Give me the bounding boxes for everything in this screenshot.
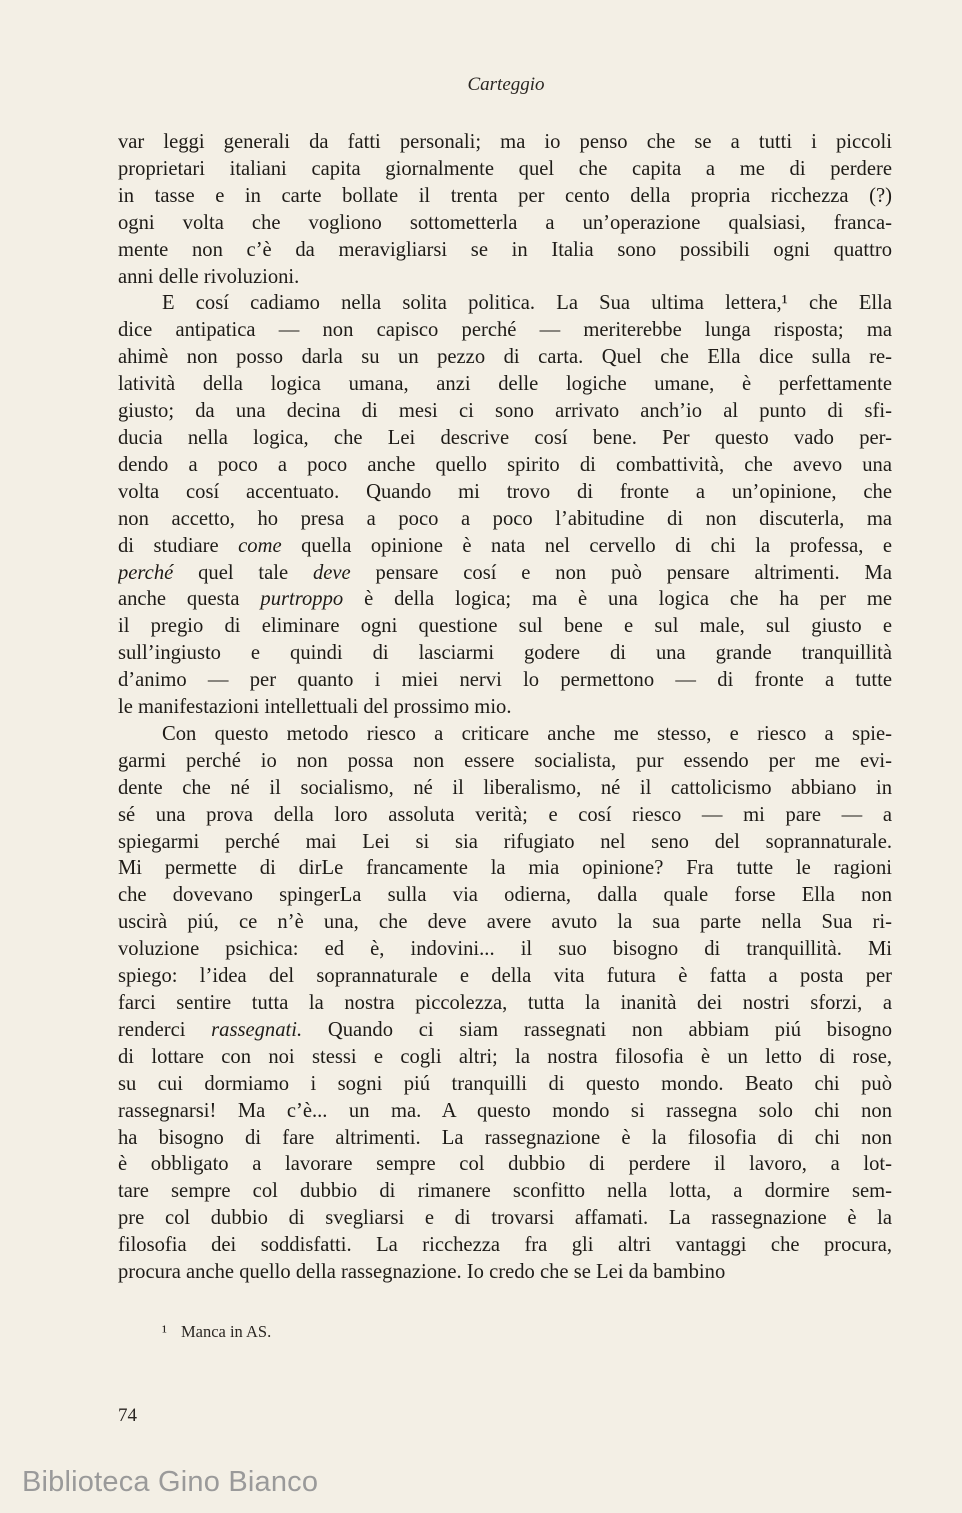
text-line: non accetto, ho presa a poco a poco l’abitudine di non discuterla, ma	[118, 507, 892, 530]
text-line: var leggi generali da fatti personali; ma io penso che se a tutti i piccoli	[118, 131, 892, 153]
text-line: tare sempre col dubbio di rimanere sconfitto nella lotta, a dormire sem-	[118, 1180, 892, 1203]
text-line: d’animo — per quanto i miei nervi lo permettono — di fronte a tutte	[118, 669, 892, 692]
text-line: sé una prova della loro assoluta verità; e cosí riesco — mi pare — a	[118, 803, 892, 826]
text-line: latività della logica umana, anzi delle logiche umane, è perfettamente	[118, 373, 892, 396]
text-line: anche questa purtroppo è della logica; ma è una logica che ha per me	[118, 588, 892, 611]
page-number: 74	[118, 1405, 137, 1426]
text-line: uscirà piú, ce n’è una, che deve avere avuto la sua parte nella Sua ri-	[118, 911, 892, 934]
text-line: che dovevano spingerLa sulla via odierna, dalla quale forse Ella non	[118, 884, 892, 907]
text-line: voluzione psichica: ed è, indovini... il suo bisogno di tranquillità. Mi	[118, 938, 892, 961]
text-line: dendo a poco a poco anche quello spirito di combattività, che avevo una	[118, 453, 892, 476]
text-line: ahimè non posso darla su un pezzo di carta. Quel che Ella dice sulla re-	[118, 346, 892, 369]
text-line: filosofia dei soddisfatti. La ricchezza fra gli altri vantaggi che procura,	[118, 1234, 892, 1257]
text-line: farci sentire tutta la nostra piccolezza, tutta la inanità dei nostri sforzi, a	[118, 992, 892, 1014]
text-line: anni delle rivoluzioni.	[118, 265, 300, 288]
text-line: in tasse e in carte bollate il trenta per cento della propria ricchezza (?)	[118, 184, 892, 207]
text-line: volta cosí accentuato. Quando mi trovo di fronte a un’opinione, che	[118, 480, 892, 503]
running-head: Carteggio	[467, 74, 545, 95]
text-line: ducia nella logica, che Lei descrive cosí bene. Per questo vado per-	[118, 426, 892, 449]
body-text	[118, 129, 892, 1286]
text-line: di lottare con noi stessi e cogli altri; la nostra filosofia è un letto di rose,	[118, 1045, 892, 1068]
text-line: Con questo metodo riesco a criticare anche me stesso, e riesco a spie-	[162, 722, 892, 745]
text-line: dice antipatica — non capisco perché — meriterebbe lunga risposta; ma	[118, 319, 892, 342]
footnote-text: Manca in AS.	[180, 1322, 272, 1341]
text-line: è obbligato a lavorare sempre col dubbio di perdere il lavoro, a lot-	[118, 1153, 892, 1176]
text-line: il pregio di eliminare ogni questione sul bene e sul male, sul giusto e	[118, 615, 892, 638]
text-line: su cui dormiamo i sogni piú tranquilli di questo mondo. Beato chi può	[118, 1072, 892, 1095]
text-line: spiegarmi perché mai Lei si sia rifugiato nel seno del soprannaturale.	[118, 830, 892, 853]
text-line: garmi perché io non possa non essere socialista, pur essendo per me evi-	[118, 749, 892, 772]
library-watermark: Biblioteca Gino Bianco	[22, 1466, 319, 1498]
text-line: dente che né il socialismo, né il liberalismo, né il cattolicismo abbiano in	[118, 776, 892, 799]
text-line: di studiare come quella opinione è nata nel cervello di chi la professa, e	[118, 534, 892, 557]
text-line: proprietari italiani capita giornalmente quel che capita a me di perdere	[118, 157, 892, 180]
text-line: mente non c’è da meravigliarsi se in Italia sono possibili ogni quattro	[118, 238, 892, 261]
text-line: Mi permette di dirLe francamente la mia opinione? Fra tutte le ragioni	[118, 857, 892, 880]
text-line: spiego: l’idea del soprannaturale e della vita futura è fatta a posta per	[118, 965, 892, 988]
text-line: giusto; da una decina di mesi ci sono arrivato anch’io al punto di sfi-	[118, 400, 892, 423]
text-line: renderci rassegnati. Quando ci siam rassegnati non abbiam piú bisogno	[118, 1018, 892, 1041]
text-line: procura anche quello della rassegnazione. Io credo che se Lei da bambino	[118, 1261, 726, 1284]
text-line: rassegnarsi! Ma c’è... un ma. A questo mondo si rassegna solo chi non	[118, 1099, 892, 1122]
text-line: pre col dubbio di svegliarsi e di trovarsi affamati. La rassegnazione è la	[118, 1207, 892, 1230]
text-line: perché quel tale deve pensare cosí e non può pensare altrimenti. Ma	[118, 561, 892, 584]
text-line: ogni volta che vogliono sottometterla a un’operazione qualsiasi, franca-	[118, 211, 892, 234]
footnote-mark: ¹	[162, 1322, 167, 1341]
text-line: sull’ingiusto e quindi di lasciarmi godere di una grande tranquillità	[118, 642, 892, 665]
text-line: ha bisogno di fare altrimenti. La rassegnazione è la filosofia di chi non	[118, 1126, 892, 1149]
text-line: E cosí cadiamo nella solita politica. La Sua ultima lettera,¹ che Ella	[162, 292, 892, 315]
footnote	[162, 1322, 271, 1342]
text-line: le manifestazioni intellettuali del prossimo mio.	[118, 696, 512, 719]
